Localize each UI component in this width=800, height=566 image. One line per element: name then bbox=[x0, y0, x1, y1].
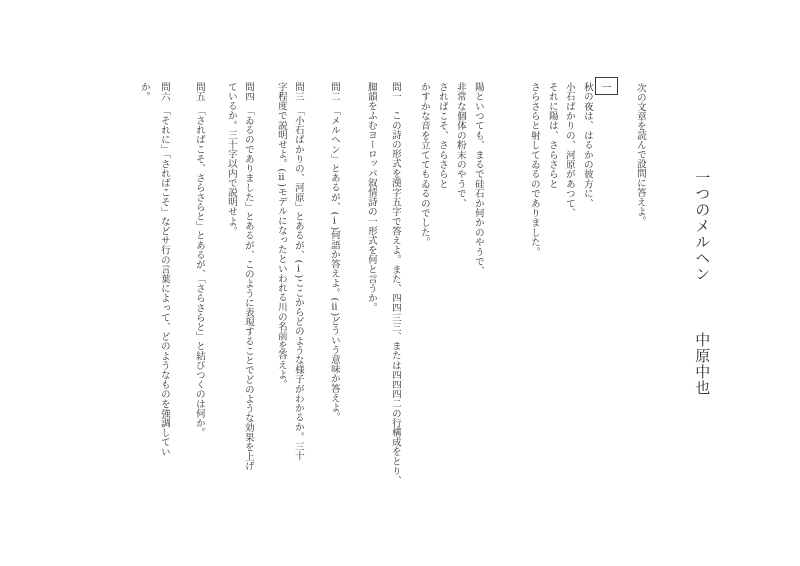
question-6-line-1: 問六 「それに」「さればこそ」などサ行の言葉によって、どのようなものを強調してい bbox=[158, 82, 170, 457]
page-title: 一つのメルヘン bbox=[693, 170, 712, 282]
question-3-line-1: 問三 「小石ばかりの、河原」とあるが、(ⅰ)ここからどのような様子がわかるか。三十 bbox=[292, 82, 304, 461]
question-1-line-1: 問一 この詩の形式を漢字五字で答えよ。また、四四三三、または四四四二の行構成をとり、 bbox=[389, 82, 401, 486]
question-6-line-2: か。 bbox=[138, 82, 150, 102]
question-1-line-2: 脚韻をふむヨーロッパ叙情詩の一形式を何と言うか。 bbox=[365, 82, 377, 313]
section-number: 一 bbox=[601, 82, 612, 94]
poem-line: 秋の夜は、はるかの彼方に、 bbox=[581, 82, 593, 209]
section-number-box bbox=[595, 77, 618, 95]
poem-line: 非常な個体の粉末のやうで、 bbox=[454, 82, 466, 209]
instruction-text: 次の文章を読んで設問に答えよ。 bbox=[634, 83, 646, 226]
poem-line: 小石ばかりの、河原があつて、 bbox=[563, 82, 575, 218]
author-name: 中原中也 bbox=[693, 332, 712, 396]
question-3-line-2: 字程度で説明せよ。(ⅱ)モデルになったといわれる川の名前を答えよ。 bbox=[275, 82, 287, 389]
question-4-line-1: 問四 「ゐるのでありました」とあるが、このように表現することでどのような効果を上げ bbox=[242, 82, 254, 471]
poem-line: さればこそ、さらさらと bbox=[436, 82, 448, 189]
poem-line: それに陽は、さらさらと bbox=[546, 82, 558, 189]
question-2-line-1: 問二 「メルヘン」とあるが、(ⅰ)何語か答えよ。(ⅱ)どういう意味か答えよ。 bbox=[328, 82, 340, 422]
poem-line: 陽といつても、まるで硅石か何かのやうで、 bbox=[472, 82, 484, 276]
poem-line: さらさらと射してゐるのでありました。 bbox=[528, 82, 540, 257]
question-5-line-1: 問五 「さればこそ、さらさらと」とあるが、「さらさらと」と結びつくのは何か。 bbox=[193, 82, 205, 438]
question-4-line-2: ているか。三十字以内で説明せよ。 bbox=[225, 82, 237, 236]
poem-line: かすかな音を立ててもゐるのでした。 bbox=[418, 82, 430, 247]
